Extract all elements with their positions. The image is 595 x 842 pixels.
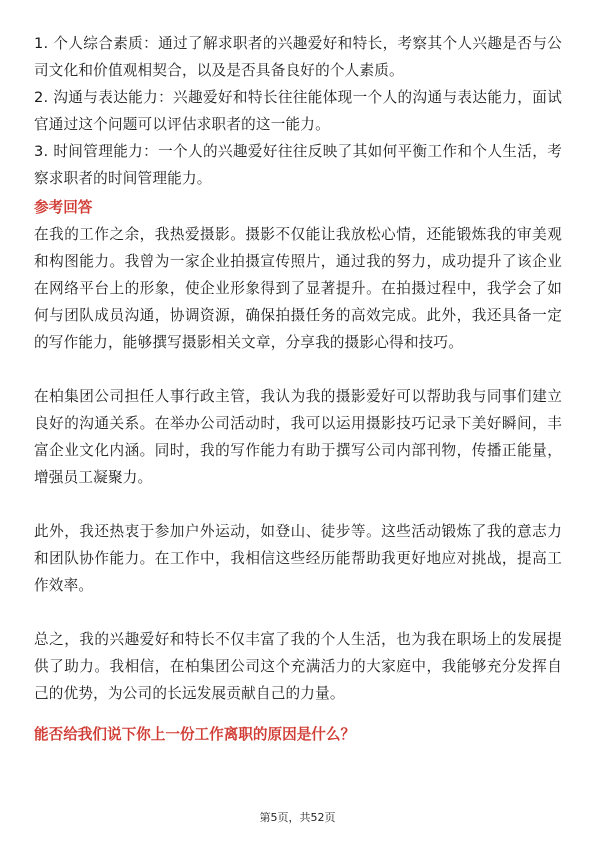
answer-paragraph-2: 在柏集团公司担任人事行政主管，我认为我的摄影爱好可以帮助我与同事们建立良好的沟通关系。在举办公司活动时，我可以运用摄影技巧记录下美好瞬间，丰富企业文化内涵。同时，我的写作能力有助于撰写公司内部刊物，传播正能量，增强员工凝聚力。	[34, 388, 562, 486]
answer-paragraph-3: 此外，我还热衷于参加户外运动，如登山、徒步等。这些活动锻炼了我的意志力和团队协作能力。在工作中，我相信这些经历能帮助我更好地应对挑战，提高工作效率。	[34, 523, 562, 594]
point-2: 2. 沟通与表达能力：兴趣爱好和特长往往能体现一个人的沟通与表达能力，面试官通过这个问题可以评估求职者的这一能力。	[34, 89, 562, 133]
point-3: 3. 时间管理能力：一个人的兴趣爱好往往反映了其如何平衡工作和个人生活，考察求职者的时间管理能力。	[34, 143, 562, 187]
answer-paragraph-1: 在我的工作之余，我热爱摄影。摄影不仅能让我放松心情，还能锻炼我的审美观和构图能力。我曾为一家企业拍摄宣传照片，通过我的努力，成功提升了该企业在网络平台上的形象，使企业形象得到了显著提升。在拍摄过程中，我学会了如何与团队成员沟通，协调资源，确保拍摄任务的高效完成。此外，我还具备一定的写作能力，能够撰写摄影相关文章，分享我的摄影心得和技巧。	[34, 226, 562, 351]
point-1: 1. 个人综合素质：通过了解求职者的兴趣爱好和特长，考察其个人兴趣是否与公司文化和价值观相契合，以及是否具备良好的个人素质。	[34, 35, 562, 79]
document-body	[34, 30, 562, 748]
next-question: 能否给我们说下你上一份工作离职的原因是什么？	[34, 726, 356, 743]
answer-heading: 参考回答	[34, 199, 93, 216]
answer-paragraph-4: 总之，我的兴趣爱好和特长不仅丰富了我的个人生活，也为我在职场上的发展提供了助力。我相信，在柏集团公司这个充满活力的大家庭中，我能够充分发挥自己的优势，为公司的长远发展贡献自己的力量。	[34, 631, 562, 702]
page-footer: 第5页，共52页	[259, 811, 336, 824]
